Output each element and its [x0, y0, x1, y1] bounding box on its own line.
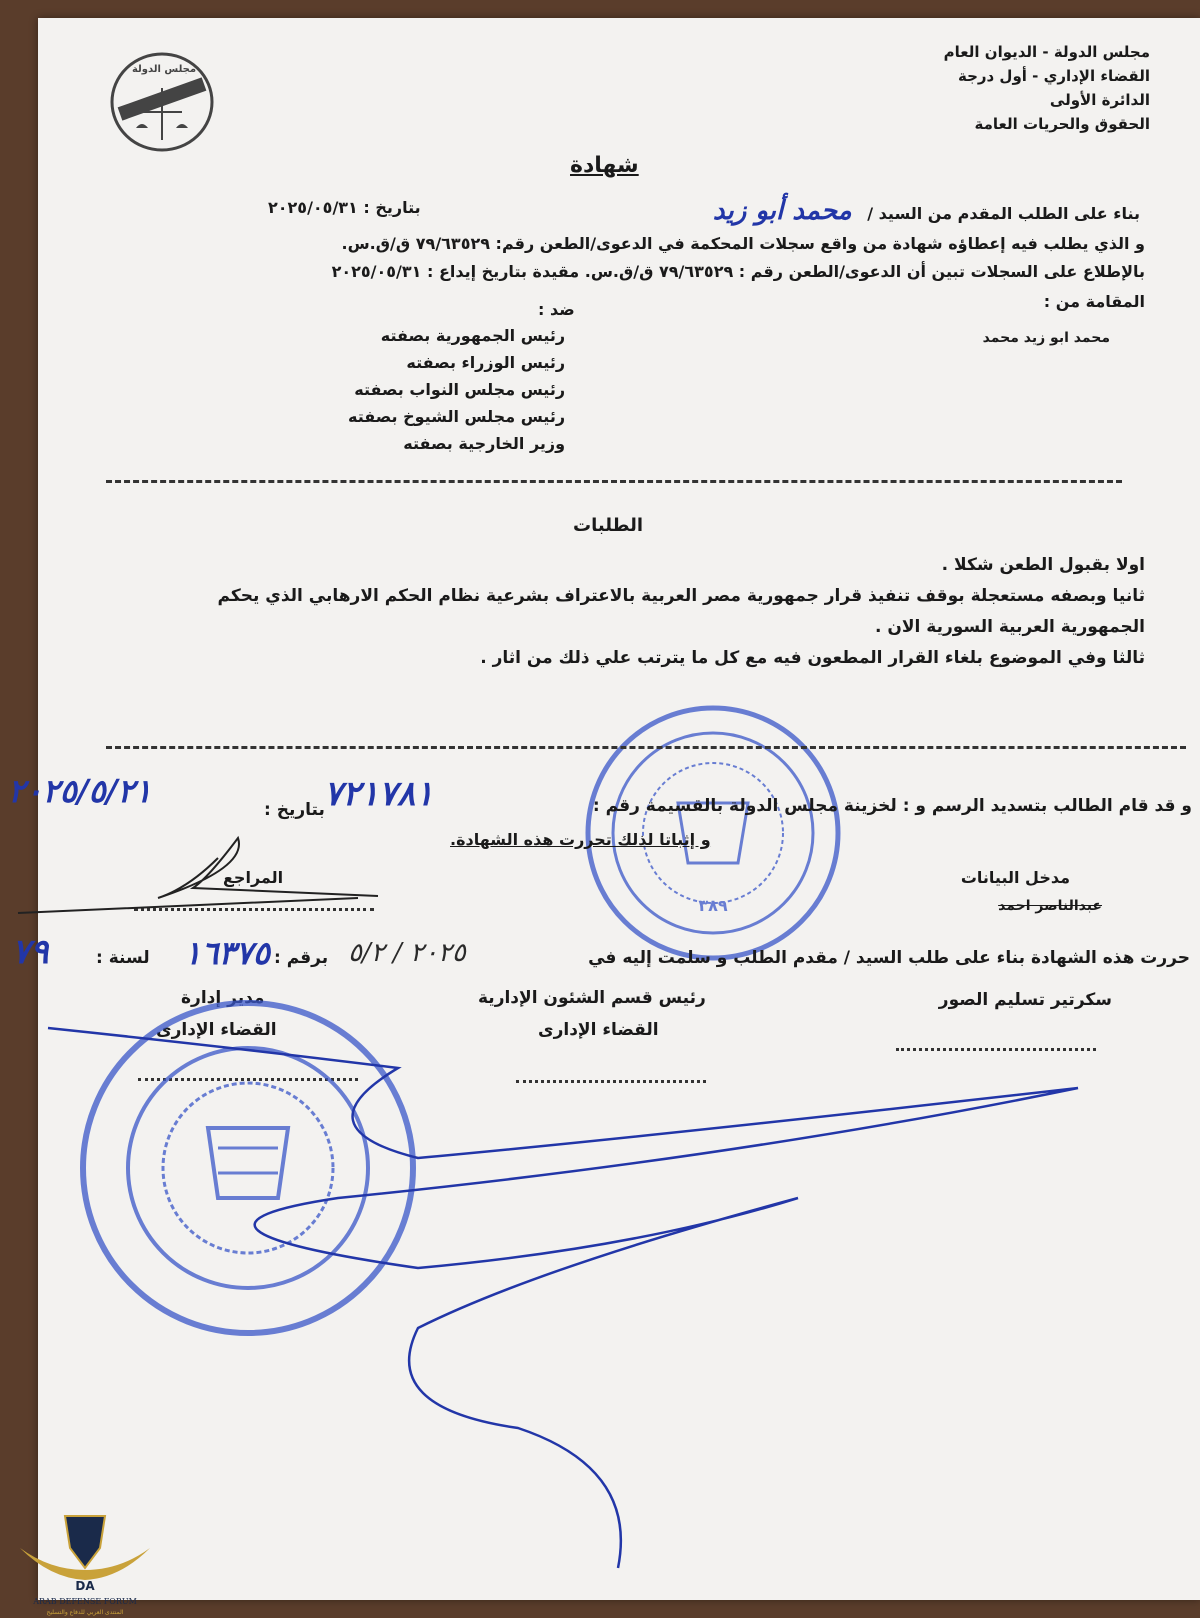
document-page [8, 18, 1200, 1616]
receipt-number-handwritten: ٧٢١٧٨١ [324, 774, 434, 814]
court-header-line: القضاء الإداري - أول درجة [957, 67, 1150, 85]
court-header-line: الحقوق والحريات العامة [974, 115, 1150, 133]
against-label: ضد : [538, 300, 575, 319]
court-header [944, 40, 1150, 136]
issue-number-label: برقم : [274, 948, 329, 968]
state-council-seal-icon [106, 48, 218, 156]
seal-text: مجلس الدولة [131, 64, 197, 75]
document-title: شهادة [570, 153, 639, 178]
director-line-2: القضاء الإدارى [156, 1020, 277, 1040]
reviewer-label: المراجع [223, 868, 284, 887]
logo-initials: DA [75, 1579, 95, 1593]
court-header-line: الدائرة الأولى [1049, 91, 1150, 109]
request-line: اولا بقبول الطعن شكلا . [941, 555, 1145, 575]
defendant-item: رئيس مجلس النواب بصفته [354, 380, 566, 399]
certificate-closing: و إثباتا لذلك تحررت هذه الشهادة. [450, 830, 711, 849]
payment-date-handwritten: ٢٠٢٥/٥/٢١ [8, 772, 152, 810]
issue-date-handwritten: ٢٠٢٥ / ٥/٢ [348, 938, 466, 968]
separator-1 [106, 480, 1122, 483]
data-entry-label: مدخل البيانات [960, 868, 1070, 887]
issue-line: حررت هذه الشهادة بناء على طلب السيد / مقدم الطلب و سلمت إليه في [588, 948, 1190, 968]
data-entry-name: عبدالناصر احمد [998, 898, 1102, 914]
director-line-1: مدير إدارة [181, 988, 265, 1008]
filed-by-label: المقامة من : [1043, 292, 1145, 311]
logo-brand-name: ARAB DEFENSE FORUM [33, 1597, 137, 1606]
issue-year-label: لسنة : [96, 948, 150, 968]
request-line: الجمهورية العربية السورية الان . [874, 617, 1145, 637]
reviewer-signature-icon [18, 828, 398, 918]
defendant-item: رئيس الوزراء بصفته [406, 353, 566, 372]
defendant-item: رئيس الجمهورية بصفته [380, 326, 566, 345]
secretary-label: سكرتير تسليم الصور [938, 990, 1112, 1010]
defendant-item: رئيس مجلس الشيوخ بصفته [348, 407, 566, 426]
logo-brand-subtitle: المنتدى العربي للدفاع والتسليح [46, 1609, 124, 1616]
requests-list [218, 550, 1146, 674]
signature-scrawl-icon [38, 1008, 1138, 1608]
defendants-list [348, 322, 565, 457]
court-header-line: مجلس الدولة - الديوان العام [943, 43, 1150, 61]
requests-heading: الطلبات [573, 515, 644, 536]
admin-head-line-2: القضاء الإدارى [538, 1020, 659, 1040]
intro-line-2: و الذي يطلب فيه إعطاؤه شهادة من واقع سجلات المحكمة في الدعوى/الطعن رقم: ٧٩/٦٣٥٢٩ ق/ق.س. [341, 234, 1145, 253]
payment-date-label: بتاريخ : [264, 800, 325, 820]
intro-prefix: بناء على الطلب المقدم من السيد / [867, 204, 1140, 223]
intro-line-3: بالإطلاع على السجلات تبين أن الدعوى/الطعن رقم : ٧٩/٦٣٥٢٩ ق/ق.س. مقيدة بتاريخ إيداع : ٢٠٢٥/٠٥/٣١ [331, 262, 1145, 281]
admin-head-line-1: رئيس قسم الشئون الإدارية [478, 988, 706, 1008]
separator-2 [106, 746, 1186, 749]
issue-year-handwritten: ٧٩ [12, 932, 49, 972]
applicant-name-handwritten: محمد أبو زيد [712, 196, 852, 226]
intro-date: بتاريخ : ٢٠٢٥/٠٥/٣١ [268, 198, 421, 217]
issue-number-handwritten: ١٦٣٧٥ [184, 934, 270, 972]
stamp-number: ٣٨٩ [698, 896, 728, 915]
plaintiff-name: محمد ابو زيد محمد [982, 330, 1110, 346]
defendant-item: وزير الخارجية بصفته [403, 434, 566, 453]
payment-line: و قد قام الطالب بتسديد الرسم و : لخزينة مجلس الدولة بالقسيمة رقم : [592, 796, 1192, 816]
intro-line-1 [703, 196, 1140, 226]
request-line: ثانيا وبصفه مستعجلة بوقف تنفيذ قرار جمهورية مصر العربية بالاعتراف بشرعية نظام الحكم الارهابي الذي يحكم [217, 586, 1145, 606]
request-line: ثالثا وفي الموضوع بلغاء القرار المطعون فيه مع كل ما يترتب علي ذلك من اثار . [480, 648, 1145, 668]
arab-defense-forum-logo [10, 1508, 160, 1618]
